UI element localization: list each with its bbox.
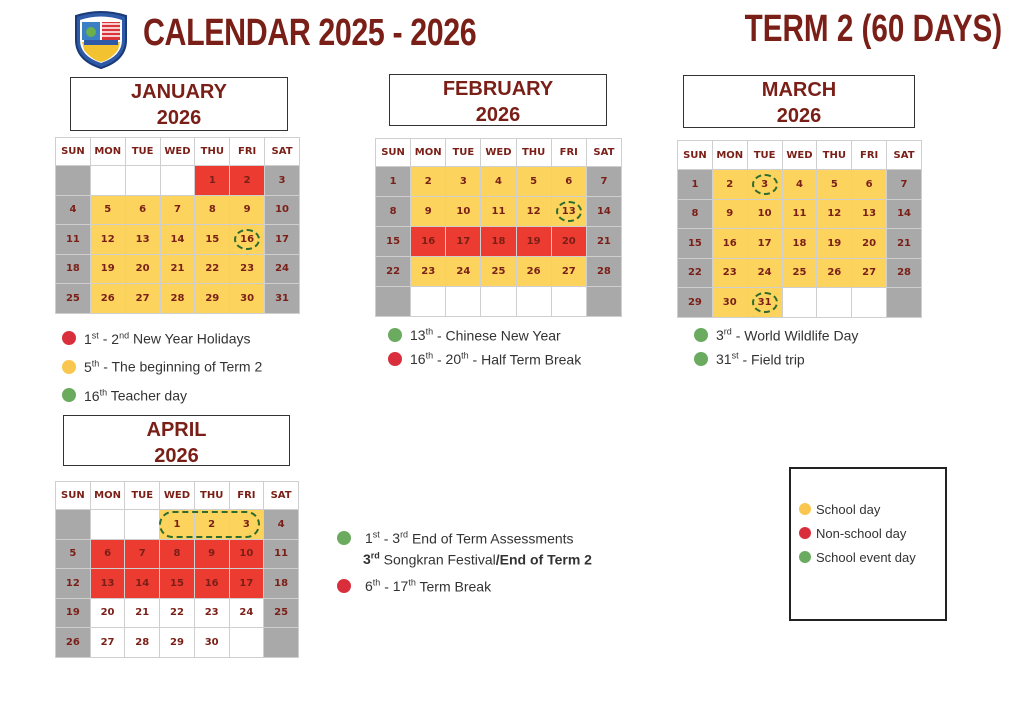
- yellow-dot-icon: [799, 503, 811, 515]
- weekday-thu: THU: [194, 482, 229, 510]
- empty-cell: [90, 166, 125, 196]
- day-cell: 3: [265, 166, 300, 196]
- school-shield-logo-icon: [70, 10, 132, 70]
- day-cell: 3: [446, 167, 481, 197]
- day-cell: 2: [194, 510, 229, 540]
- empty-cell: [516, 287, 551, 317]
- day-cell: 21: [887, 229, 922, 259]
- month-title-april: [63, 415, 290, 466]
- day-cell: 11: [264, 539, 299, 569]
- legend-item: [337, 526, 592, 550]
- empty-cell: [56, 510, 91, 540]
- weekday-header-row: [678, 141, 922, 170]
- week-row: [376, 257, 622, 287]
- week-row: [376, 197, 622, 227]
- weekday-header-row: [56, 138, 300, 166]
- empty-cell: [56, 166, 91, 196]
- week-row: [56, 284, 300, 314]
- day-cell: 28: [586, 257, 621, 287]
- day-cell: 10: [747, 199, 782, 229]
- month-name: FEBRUARY: [442, 78, 554, 100]
- weekday-mon: MON: [712, 141, 747, 170]
- weekday-sun: SUN: [56, 482, 91, 510]
- day-cell: [747, 288, 782, 318]
- weekday-mon: MON: [90, 482, 125, 510]
- weekday-wed: WED: [160, 482, 195, 510]
- day-cell: 25: [56, 284, 91, 314]
- day-cell: 20: [125, 254, 160, 284]
- week-row: [678, 288, 922, 318]
- weekday-sat: SAT: [887, 141, 922, 170]
- legend-item: [337, 550, 592, 568]
- day-cell: 4: [481, 167, 516, 197]
- empty-cell: [446, 287, 481, 317]
- day-cell: 22: [376, 257, 411, 287]
- day-cell: 5: [56, 539, 91, 569]
- legend-text: 31st - Field trip: [716, 350, 805, 368]
- day-cell: 17: [446, 227, 481, 257]
- day-cell: 1: [678, 170, 713, 200]
- day-cell: 21: [125, 598, 160, 628]
- event-day-circle: 31: [752, 292, 778, 313]
- empty-cell: [229, 628, 264, 658]
- key-item-yellow: [799, 497, 945, 521]
- day-cell: 18: [782, 229, 817, 259]
- empty-cell: [586, 287, 621, 317]
- day-cell: 20: [551, 227, 586, 257]
- red-dot-icon: [62, 331, 76, 345]
- month-name: MARCH: [761, 79, 837, 101]
- day-cell: 5: [817, 170, 852, 200]
- day-cell: 16: [411, 227, 446, 257]
- day-cell: 24: [229, 598, 264, 628]
- weekday-wed: WED: [782, 141, 817, 170]
- day-cell: 6: [90, 539, 125, 569]
- green-dot-icon: [62, 388, 76, 402]
- week-row: [678, 229, 922, 259]
- term-title: TERM 2 (60 DAYS): [744, 8, 1002, 50]
- month-year: 2026: [475, 104, 521, 126]
- month-year: 2026: [154, 445, 199, 467]
- day-cell: 9: [411, 197, 446, 227]
- week-row: [376, 167, 622, 197]
- day-cell: 30: [712, 288, 747, 318]
- red-dot-icon: [337, 579, 351, 593]
- empty-cell: [411, 287, 446, 317]
- day-cell: 26: [516, 257, 551, 287]
- day-cell: 19: [56, 598, 91, 628]
- weekday-fri: FRI: [230, 138, 265, 166]
- red-dot-icon: [388, 352, 402, 366]
- day-cell: 12: [817, 199, 852, 229]
- weekday-thu: THU: [516, 139, 551, 167]
- weekday-fri: FRI: [551, 139, 586, 167]
- day-cell: 14: [125, 569, 160, 599]
- key-label: Non-school day: [816, 525, 907, 541]
- legend-text: 3rd Songkran Festival/End of Term 2: [363, 550, 592, 568]
- week-row: [56, 539, 299, 569]
- key-label: School day: [816, 501, 881, 517]
- legend-text: 16th - 20th - Half Term Break: [410, 350, 582, 368]
- day-cell: 12: [516, 197, 551, 227]
- weekday-thu: THU: [817, 141, 852, 170]
- day-cell: 17: [265, 225, 300, 255]
- weekday-tue: TUE: [125, 482, 160, 510]
- day-cell: 9: [230, 195, 265, 225]
- empty-cell: [160, 166, 195, 196]
- day-cell: 13: [90, 569, 125, 599]
- legend-text: 16th Teacher day: [84, 386, 187, 404]
- month-name: JANUARY: [131, 81, 227, 103]
- month-title-february: [389, 74, 607, 126]
- weekday-wed: WED: [160, 138, 195, 166]
- day-cell: 13: [125, 225, 160, 255]
- month-title-march: [683, 75, 915, 128]
- weekday-mon: MON: [411, 139, 446, 167]
- day-cell: 8: [160, 539, 195, 569]
- day-cell: 26: [817, 258, 852, 288]
- day-cell: 2: [230, 166, 265, 196]
- week-row: [56, 598, 299, 628]
- empty-cell: [481, 287, 516, 317]
- day-cell: 23: [411, 257, 446, 287]
- legend-february: [388, 323, 581, 371]
- day-cell: 30: [230, 284, 265, 314]
- weekday-tue: TUE: [446, 139, 481, 167]
- day-cell: 14: [586, 197, 621, 227]
- day-cell: 14: [887, 199, 922, 229]
- day-cell: 1: [195, 166, 230, 196]
- empty-cell: [551, 287, 586, 317]
- day-cell: 15: [195, 225, 230, 255]
- key-item-red: [799, 521, 945, 545]
- legend-item: [62, 324, 262, 353]
- legend-item: [694, 323, 858, 347]
- red-dot-icon: [799, 527, 811, 539]
- day-cell: 20: [852, 229, 887, 259]
- week-row: [376, 227, 622, 257]
- day-cell: 18: [264, 569, 299, 599]
- day-cell: 7: [887, 170, 922, 200]
- yellow-dot-icon: [62, 360, 76, 374]
- weekday-sat: SAT: [586, 139, 621, 167]
- day-cell: 10: [446, 197, 481, 227]
- legend-text: 3rd - World Wildlife Day: [716, 326, 859, 344]
- green-dot-icon: [799, 551, 811, 563]
- week-row: [56, 628, 299, 658]
- weekday-sun: SUN: [678, 141, 713, 170]
- day-cell: 18: [56, 254, 91, 284]
- week-row: [56, 254, 300, 284]
- weekday-header-row: [56, 482, 299, 510]
- green-dot-icon: [694, 328, 708, 342]
- legend-item: [62, 353, 262, 382]
- day-cell: 15: [376, 227, 411, 257]
- day-cell: 3: [229, 510, 264, 540]
- day-cell: 6: [125, 195, 160, 225]
- day-cell: 24: [446, 257, 481, 287]
- day-cell: 12: [56, 569, 91, 599]
- day-cell: 19: [817, 229, 852, 259]
- empty-cell: [125, 166, 160, 196]
- day-cell: 18: [481, 227, 516, 257]
- weekday-header-row: [376, 139, 622, 167]
- day-cell: 31: [265, 284, 300, 314]
- day-cell: 28: [160, 284, 195, 314]
- green-dot-icon: [388, 328, 402, 342]
- weekday-mon: MON: [90, 138, 125, 166]
- day-cell: [230, 225, 265, 255]
- weekday-wed: WED: [481, 139, 516, 167]
- legend-item: [388, 323, 581, 347]
- day-cell: 30: [194, 628, 229, 658]
- color-key-box: [789, 467, 947, 621]
- day-cell: 29: [678, 288, 713, 318]
- weekday-thu: THU: [195, 138, 230, 166]
- day-cell: 4: [56, 195, 91, 225]
- day-cell: [747, 170, 782, 200]
- day-cell: 24: [265, 254, 300, 284]
- empty-cell: [782, 288, 817, 318]
- day-cell: 26: [90, 284, 125, 314]
- day-cell: 17: [229, 569, 264, 599]
- day-cell: 19: [516, 227, 551, 257]
- weekday-fri: FRI: [852, 141, 887, 170]
- legend-item: [694, 347, 858, 371]
- weekday-fri: FRI: [229, 482, 264, 510]
- day-cell: 15: [678, 229, 713, 259]
- day-cell: 9: [712, 199, 747, 229]
- day-cell: 16: [712, 229, 747, 259]
- day-cell: 22: [678, 258, 713, 288]
- event-day-circle: 13: [556, 201, 582, 222]
- legend-item: [388, 347, 581, 371]
- month-year: 2026: [156, 107, 202, 129]
- day-cell: 29: [160, 628, 195, 658]
- calendar-grid-february: [375, 138, 622, 317]
- legend-text: 1st - 3rd End of Term Assessments: [365, 529, 574, 547]
- week-row: [678, 199, 922, 229]
- legend-text: 6th - 17th Term Break: [365, 577, 492, 595]
- legend-text: 13th - Chinese New Year: [410, 326, 561, 344]
- day-cell: 9: [194, 539, 229, 569]
- calendar-grid-january: [55, 137, 300, 314]
- week-row: [56, 225, 300, 255]
- day-cell: 2: [411, 167, 446, 197]
- day-cell: 2: [712, 170, 747, 200]
- week-row: [56, 569, 299, 599]
- legend-item: [62, 381, 262, 410]
- day-cell: 15: [160, 569, 195, 599]
- day-cell: 26: [56, 628, 91, 658]
- day-cell: 8: [678, 199, 713, 229]
- day-cell: 6: [852, 170, 887, 200]
- week-row: [56, 510, 299, 540]
- day-cell: 1: [376, 167, 411, 197]
- day-cell: 20: [90, 598, 125, 628]
- day-cell: 1: [160, 510, 195, 540]
- empty-cell: [887, 288, 922, 318]
- day-cell: 4: [782, 170, 817, 200]
- day-cell: 8: [376, 197, 411, 227]
- green-dot-icon: [694, 352, 708, 366]
- day-cell: 7: [125, 539, 160, 569]
- day-cell: 21: [586, 227, 621, 257]
- month-name: APRIL: [146, 419, 207, 441]
- day-cell: [551, 197, 586, 227]
- empty-cell: [376, 287, 411, 317]
- day-cell: 27: [551, 257, 586, 287]
- day-cell: 6: [551, 167, 586, 197]
- day-cell: 14: [160, 225, 195, 255]
- empty-cell: [90, 510, 125, 540]
- day-cell: 28: [125, 628, 160, 658]
- day-cell: 7: [160, 195, 195, 225]
- day-cell: 25: [481, 257, 516, 287]
- week-row: [56, 166, 300, 196]
- day-cell: 24: [747, 258, 782, 288]
- page-title: CALENDAR 2025 - 2026: [143, 12, 477, 54]
- day-cell: 27: [90, 628, 125, 658]
- calendar-grid-march: [677, 140, 922, 318]
- week-row: [678, 258, 922, 288]
- weekday-tue: TUE: [125, 138, 160, 166]
- legend-march: [694, 323, 858, 371]
- event-day-circle: 16: [234, 229, 260, 250]
- key-item-green: [799, 545, 945, 569]
- day-cell: 27: [852, 258, 887, 288]
- weekday-sat: SAT: [265, 138, 300, 166]
- legend-april: [337, 526, 592, 598]
- day-cell: 23: [230, 254, 265, 284]
- weekday-sun: SUN: [376, 139, 411, 167]
- day-cell: 11: [481, 197, 516, 227]
- day-cell: 8: [195, 195, 230, 225]
- day-cell: 16: [194, 569, 229, 599]
- day-cell: 12: [90, 225, 125, 255]
- day-cell: 10: [265, 195, 300, 225]
- month-year: 2026: [776, 105, 822, 127]
- empty-cell: [817, 288, 852, 318]
- day-cell: 5: [516, 167, 551, 197]
- legend-text: 5th - The beginning of Term 2: [84, 358, 263, 376]
- day-cell: 4: [264, 510, 299, 540]
- legend-january: [62, 324, 262, 410]
- green-dot-icon: [337, 531, 351, 545]
- day-cell: 19: [90, 254, 125, 284]
- empty-cell: [264, 628, 299, 658]
- day-cell: 22: [160, 598, 195, 628]
- weekday-sat: SAT: [264, 482, 299, 510]
- day-cell: 7: [586, 167, 621, 197]
- week-row: [678, 170, 922, 200]
- day-cell: 25: [782, 258, 817, 288]
- day-cell: 29: [195, 284, 230, 314]
- weekday-sun: SUN: [56, 138, 91, 166]
- calendar-grid-april: [55, 481, 299, 658]
- legend-item: [337, 574, 592, 598]
- day-cell: 27: [125, 284, 160, 314]
- empty-cell: [125, 510, 160, 540]
- event-day-circle: 3: [752, 174, 778, 195]
- month-title-january: [70, 77, 288, 131]
- legend-text: 1st - 2nd New Year Holidays: [84, 329, 251, 347]
- day-cell: 23: [712, 258, 747, 288]
- empty-cell: [852, 288, 887, 318]
- day-cell: 25: [264, 598, 299, 628]
- week-row: [56, 195, 300, 225]
- day-cell: 21: [160, 254, 195, 284]
- day-cell: 17: [747, 229, 782, 259]
- key-label: School event day: [816, 549, 916, 565]
- day-cell: 22: [195, 254, 230, 284]
- day-cell: 11: [56, 225, 91, 255]
- day-cell: 5: [90, 195, 125, 225]
- day-cell: 11: [782, 199, 817, 229]
- day-cell: 13: [852, 199, 887, 229]
- day-cell: 23: [194, 598, 229, 628]
- weekday-tue: TUE: [747, 141, 782, 170]
- week-row: [376, 287, 622, 317]
- day-cell: 10: [229, 539, 264, 569]
- day-cell: 28: [887, 258, 922, 288]
